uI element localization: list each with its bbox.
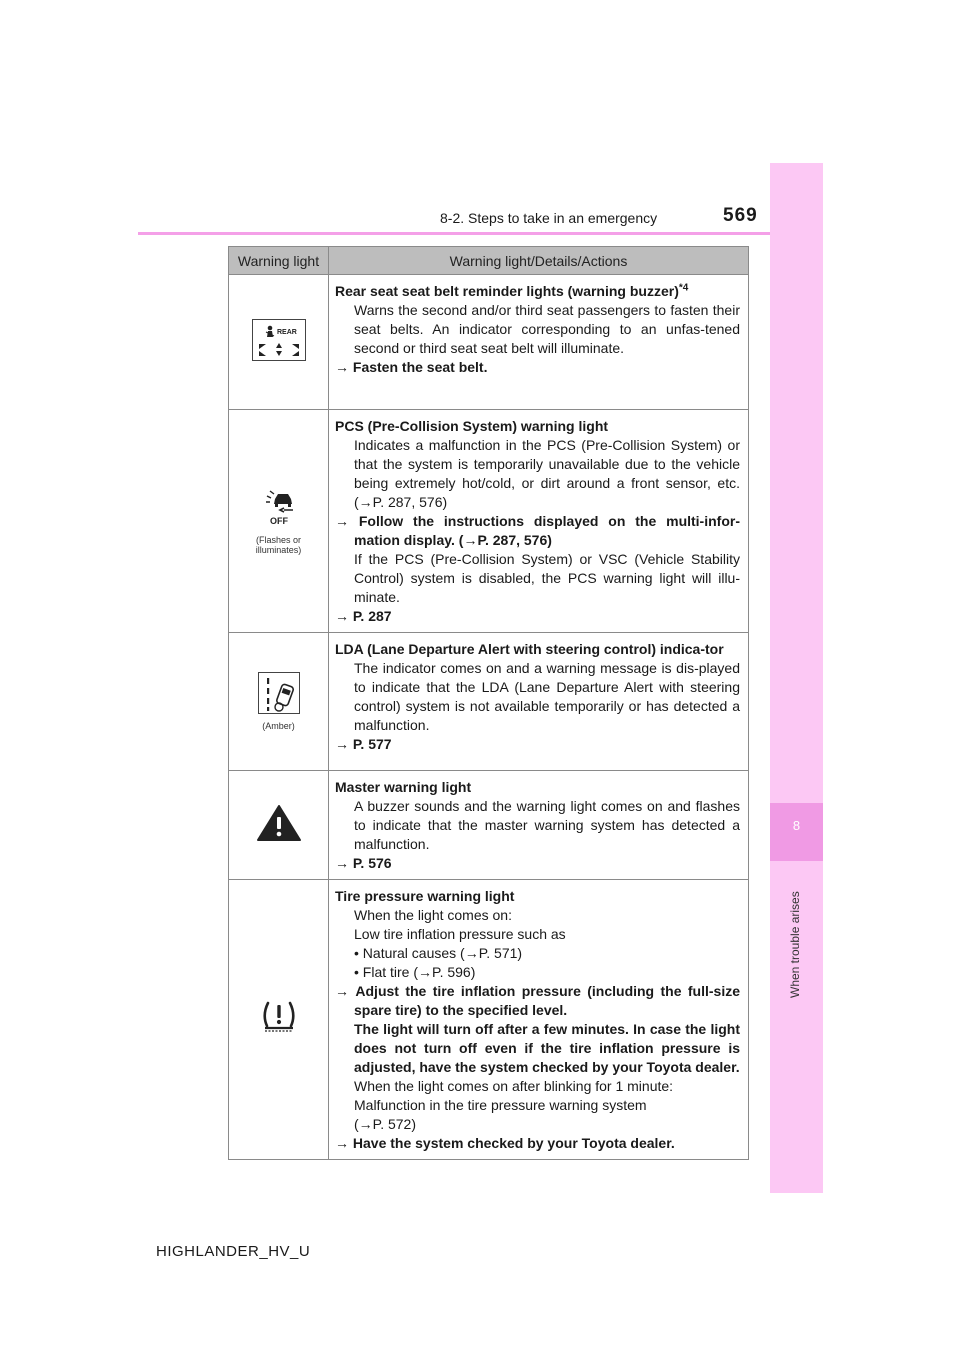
- table-row: [229, 410, 749, 633]
- row-title: Rear seat seat belt reminder lights (warning buzzer)$^{*4}$: [335, 282, 689, 299]
- details-cell: [329, 880, 749, 1160]
- bullet-item: • Natural causes (→P. 571): [354, 945, 523, 961]
- bullet-item: • Flat tire (→P. 596): [354, 964, 476, 980]
- details-cell: [329, 771, 749, 880]
- row-description: Indicates a malfunction in the PCS (Pre-Collision System) or that the system is temporarily unavailable due to the vehicle being extremely hot/cold, or dirt around a front sensor, etc. (→P. 287, 576): [354, 437, 740, 510]
- row-action-note: The light will turn off after a few minutes. In case the light does not turn off even if the tire inflation pressure is adjusted, have the system checked by your Toyota dealer.: [354, 1021, 740, 1075]
- footnote-marker: *4: [678, 282, 689, 294]
- icon-caption: (Amber): [262, 721, 295, 731]
- details-cell: [329, 275, 749, 410]
- icon-caption: (Flashes or illuminates): [255, 534, 302, 555]
- arrow-icon: →: [335, 1135, 353, 1151]
- table-row: [229, 275, 749, 410]
- row-title: PCS (Pre-Collision System) warning light: [335, 418, 609, 434]
- arrow-icon: →: [464, 945, 479, 961]
- arrow-icon: →: [335, 608, 353, 624]
- pcs-off-text: OFF: [269, 515, 288, 526]
- row-description: The indicator comes on and a warning message is dis-played to indicate that the LDA (Lane Departure Alert with steering control) system is not available temporarily or has detected a malfunction.: [354, 660, 740, 733]
- arrow-icon: →: [418, 964, 433, 980]
- pcs-off-icon: [259, 488, 299, 528]
- row-text-line: When the light comes on after blinking for 1 minute:: [354, 1078, 674, 1094]
- column-header-warning-light: Warning light: [229, 247, 329, 275]
- section-title: 8-2. Steps to take in an emergency: [440, 210, 658, 226]
- arrow-icon: →: [358, 494, 373, 510]
- table-row: [229, 771, 749, 880]
- page-reference: → P. 577: [335, 736, 392, 752]
- footer-model-code: HIGHLANDER_HV_U: [156, 1243, 311, 1260]
- arrow-icon: →: [358, 1116, 373, 1132]
- side-strip: [770, 163, 823, 1193]
- chapter-tab-label: When trouble arises: [788, 891, 802, 998]
- table-row: [229, 880, 749, 1160]
- row-action: → Follow the instructions displayed on the multi-infor-mation display. (→P. 287, 576): [335, 513, 740, 548]
- page-number: 569: [723, 205, 758, 226]
- arrow-icon: →: [335, 359, 353, 375]
- arrow-icon: →: [463, 532, 478, 548]
- details-cell: [329, 633, 749, 771]
- row-action: → Adjust the tire inflation pressure (including the full-size spare tire) to the specified level.: [335, 983, 741, 1018]
- icon-cell: [229, 880, 329, 1160]
- tire-pressure-warning-icon: [259, 999, 299, 1035]
- arrow-icon: →: [335, 513, 359, 529]
- icon-cell: [229, 410, 329, 633]
- warning-light-table: [228, 246, 749, 1160]
- row-title: LDA (Lane Departure Alert with steering control) indica-tor: [335, 641, 724, 657]
- icon-cell: [229, 275, 329, 410]
- arrow-icon: →: [335, 855, 353, 871]
- arrow-icon: →: [335, 983, 356, 999]
- row-title: Tire pressure warning light: [335, 888, 515, 904]
- row-description: A buzzer sounds and the warning light comes on and flashes to indicate that the master warning system has detected a malfunction.: [354, 798, 740, 852]
- row-text-line: (→P. 572): [354, 1116, 417, 1132]
- table-row: [229, 633, 749, 771]
- page-reference: → P. 576: [335, 855, 392, 871]
- column-header-details: Warning light/Details/Actions: [329, 247, 749, 275]
- row-text-line: Low tire inflation pressure such as: [354, 926, 566, 942]
- row-action: → Fasten the seat belt.: [335, 359, 488, 375]
- header-rule: [138, 232, 823, 235]
- table-header-row: [229, 247, 749, 275]
- chapter-tab-number: 8: [792, 818, 801, 833]
- row-description: Warns the second and/or third seat passengers to fasten their seat belts. An indicator corresponding to an unfas-tened second or third seat seat belt will illuminate.: [354, 302, 740, 356]
- row-title: Master warning light: [335, 779, 472, 795]
- page-reference: → P. 287: [335, 608, 392, 624]
- icon-cell: [229, 633, 329, 771]
- master-warning-icon: [252, 803, 306, 843]
- row-final-action: → Have the system checked by your Toyota dealer.: [335, 1135, 675, 1151]
- rear-seatbelt-reminder-icon: [252, 319, 306, 361]
- row-text-line: Malfunction in the tire pressure warning system: [354, 1097, 647, 1113]
- row-text-line: When the light comes on:: [354, 907, 512, 923]
- details-cell: [329, 410, 749, 633]
- lane-departure-icon: [258, 672, 300, 714]
- arrow-icon: →: [335, 736, 353, 752]
- row-note: If the PCS (Pre-Collision System) or VSC (Vehicle Stability Control) system is disabled, the PCS warning light will illu-minate.: [354, 551, 740, 605]
- icon-cell: [229, 771, 329, 880]
- rear-icon-text: REAR: [276, 328, 297, 336]
